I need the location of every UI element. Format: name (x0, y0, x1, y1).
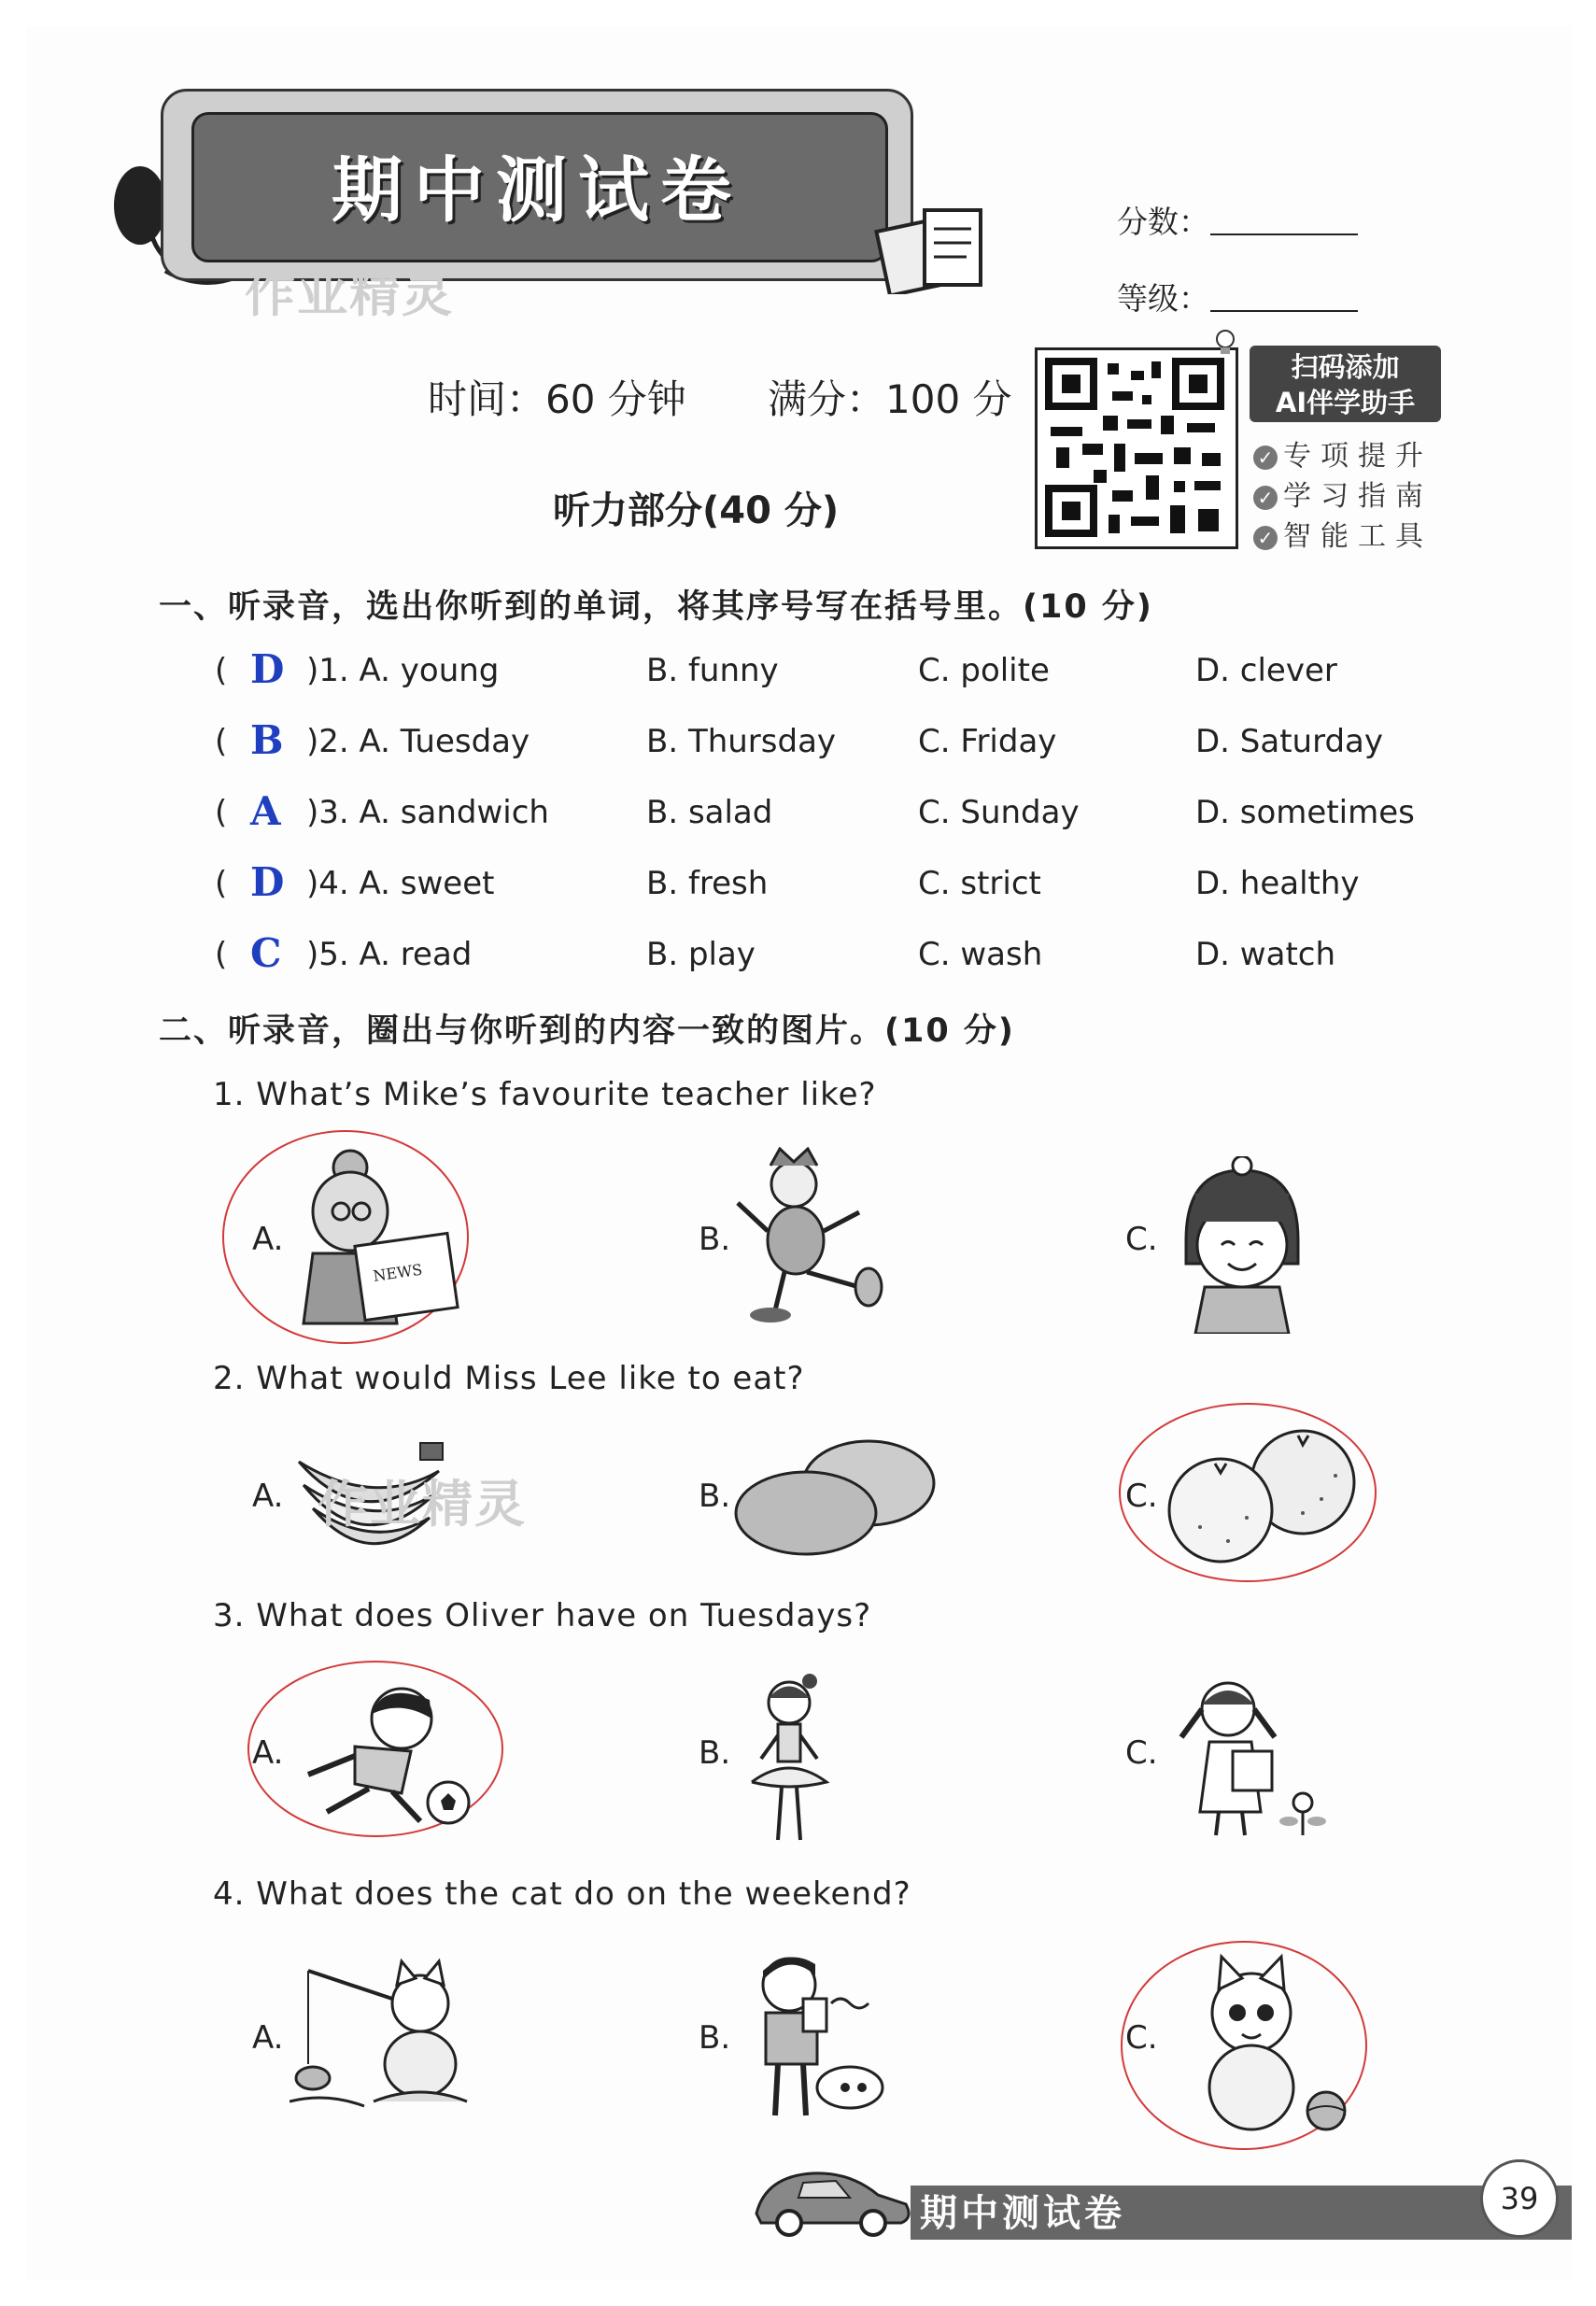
part1-heading: 一、听录音，选出你听到的单词，将其序号写在括号里。(10 分) (159, 588, 1153, 626)
paren-open: ( (215, 936, 228, 973)
qr-tag-line2: AI伴学助手 (1275, 387, 1416, 418)
q1-option-a-label: A. (252, 1221, 284, 1258)
option-a-2: )2. A. Tuesday (306, 723, 530, 760)
qr-feature-1: ✓ 专项提升 (1253, 432, 1433, 474)
option-d-1: D. clever (1195, 652, 1337, 689)
answer-5[interactable]: C (250, 930, 282, 976)
qr-tag-line1: 扫码添加 (1291, 351, 1400, 383)
option-d-5: D. watch (1195, 936, 1336, 973)
answer-1[interactable]: D (250, 646, 285, 692)
q2-option-b-label: B. (699, 1478, 731, 1515)
cat-playing-ball-icon[interactable] (1167, 1952, 1354, 2139)
option-c-4: C. strict (918, 865, 1041, 902)
watermark-text-2: 作业精灵 (318, 1475, 527, 1534)
option-d-4: D. healthy (1195, 865, 1360, 902)
ballet-girl-icon[interactable] (733, 1670, 845, 1847)
answer-4[interactable]: D (250, 859, 285, 905)
option-c-1: C. polite (918, 652, 1050, 689)
answer-3[interactable]: A (250, 788, 281, 834)
exam-time: 时间：60 分钟 (428, 376, 686, 422)
q4-option-c-label: C. (1125, 2019, 1158, 2057)
boy-playing-football-icon[interactable] (290, 1672, 486, 1831)
listening-section-title: 听力部分(40 分) (553, 489, 840, 532)
lightbulb-icon (1214, 329, 1236, 357)
question-1: 1. What’s Mike’s favourite teacher like? (213, 1076, 877, 1113)
question-4: 4. What does the cat do on the weekend? (213, 1875, 911, 1913)
option-a-5: )5. A. read (306, 936, 473, 973)
q4-option-b-label: B. (699, 2019, 731, 2057)
score-label: 分数： (1117, 204, 1209, 240)
clown-icon[interactable] (728, 1147, 887, 1324)
paren-open: ( (215, 865, 228, 902)
car-icon (747, 2153, 915, 2237)
option-c-5: C. wash (918, 936, 1043, 973)
qr-code-icon (1038, 350, 1236, 546)
grade-field[interactable] (1210, 275, 1358, 312)
option-a-1: )1. A. young (306, 652, 500, 689)
cat-fishing-icon[interactable] (290, 1952, 476, 2120)
page-title: 期中测试卷 (332, 149, 742, 232)
girl-drawing-icon[interactable] (1167, 1672, 1335, 1840)
question-3: 3. What does Oliver have on Tuesdays? (213, 1597, 872, 1634)
exam-full-marks: 满分：100 分 (768, 376, 1012, 422)
part2-heading: 二、听录音，圈出与你听到的内容一致的图片。(10 分) (159, 1012, 1015, 1050)
paren-open: ( (215, 723, 228, 760)
q4-option-a-label: A. (252, 2019, 284, 2057)
option-a-3: )3. A. sandwich (306, 794, 549, 831)
girl-smiling-icon[interactable] (1167, 1156, 1317, 1334)
qr-feature-3: ✓ 智能工具 (1253, 513, 1433, 554)
option-b-2: B. Thursday (646, 723, 837, 760)
check-icon: ✓ (1253, 526, 1278, 550)
page-number: 39 (1480, 2159, 1559, 2238)
q3-option-a-label: A. (252, 1734, 284, 1772)
score-field[interactable] (1210, 198, 1358, 235)
option-c-2: C. Friday (918, 723, 1057, 760)
footer-title: 期中测试卷 (920, 2192, 1125, 2235)
option-b-1: B. funny (646, 652, 779, 689)
option-b-4: B. fresh (646, 865, 769, 902)
paren-open: ( (215, 794, 228, 831)
q3-option-c-label: C. (1125, 1734, 1158, 1772)
option-a-4: )4. A. sweet (306, 865, 495, 902)
q1-option-b-label: B. (699, 1221, 731, 1258)
q3-option-b-label: B. (699, 1734, 731, 1772)
paren-open: ( (215, 652, 228, 689)
option-b-5: B. play (646, 936, 756, 973)
option-d-2: D. Saturday (1195, 723, 1384, 760)
check-icon: ✓ (1253, 486, 1278, 510)
qr-feature-2: ✓ 学习指南 (1253, 473, 1433, 514)
notepad-icon (873, 201, 995, 294)
oranges-icon[interactable] (1163, 1424, 1359, 1564)
eggs-icon[interactable] (733, 1436, 939, 1558)
option-d-3: D. sometimes (1195, 794, 1415, 831)
grade-label: 等级： (1117, 280, 1209, 317)
grandma-reading-icon[interactable] (285, 1141, 462, 1328)
option-b-3: B. salad (646, 794, 773, 831)
answer-2[interactable]: B (250, 717, 284, 763)
news-label: NEWS (372, 1260, 424, 1285)
option-c-3: C. Sunday (918, 794, 1080, 831)
question-2: 2. What would Miss Lee like to eat? (213, 1360, 805, 1397)
q2-option-c-label: C. (1125, 1478, 1158, 1515)
check-icon: ✓ (1253, 446, 1278, 470)
qr-code[interactable] (1035, 347, 1238, 549)
q1-option-c-label: C. (1125, 1221, 1158, 1258)
q2-option-a-label: A. (252, 1478, 284, 1515)
watermark-text: 作业精灵 (245, 264, 454, 323)
qr-tag (1250, 346, 1441, 422)
boy-feeding-cat-icon[interactable] (742, 1947, 901, 2125)
